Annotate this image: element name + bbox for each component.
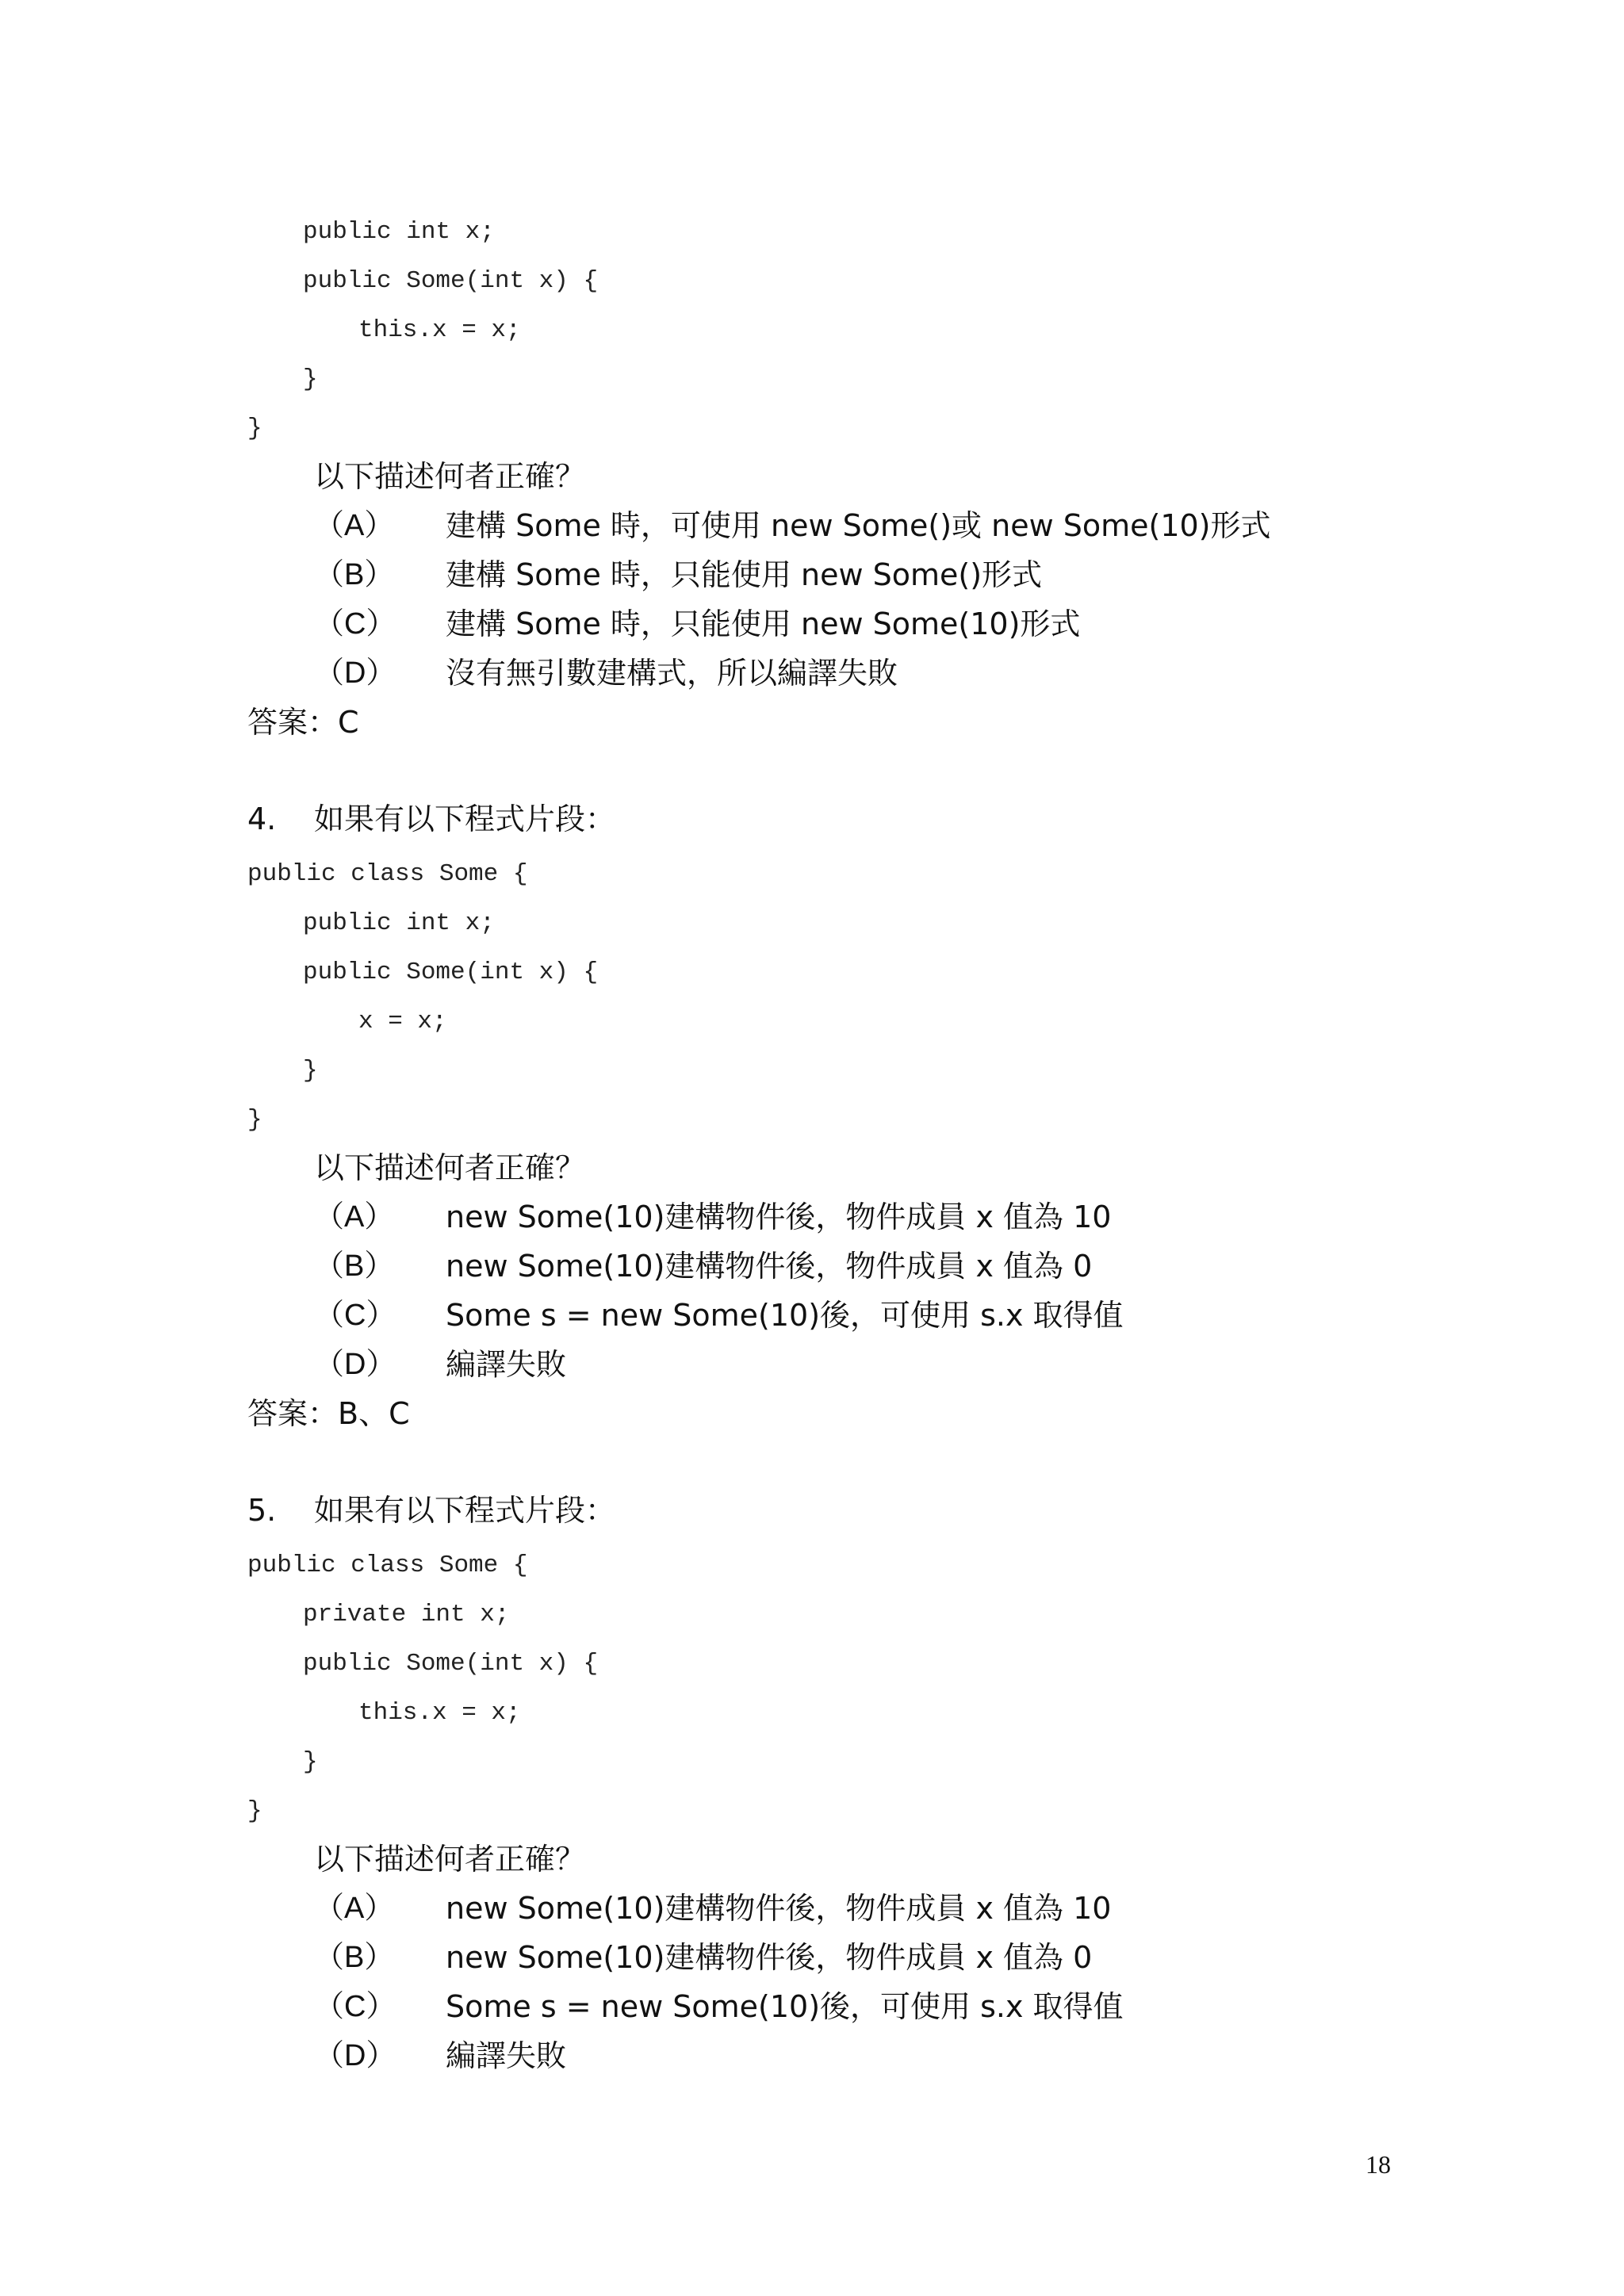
code-line: } [303,1748,318,1776]
code-line: private int x; [303,1601,510,1628]
code-line: public int x; [303,218,495,246]
option-label: （B） [314,558,395,591]
option-text: Some s = new Some(10)後，可使用 s.x 取得值 [446,1989,1124,2024]
question-number: 4. [247,802,277,836]
code-line: } [247,1797,262,1825]
option-label: （C） [314,1990,396,2023]
option-text: 編譯失敗 [446,2038,567,2073]
option-label: （D） [314,656,396,690]
answer: 答案：B、C [247,1396,410,1431]
option-label: （A） [314,1892,395,1925]
code-line: } [303,365,318,393]
option-text: new Some(10)建構物件後，物件成員 x 值為 10 [446,1891,1112,1926]
code-line: } [303,1057,318,1085]
option-label: （C） [314,1299,396,1332]
option-text: 建構 Some 時，可使用 new Some()或 new Some(10)形式 [446,508,1271,543]
question-prompt: 以下描述何者正確？ [314,459,586,494]
answer: 答案：C [247,705,359,740]
code-line: public Some(int x) { [303,1650,599,1678]
option-text: 建構 Some 時，只能使用 new Some(10)形式 [446,607,1081,641]
option-label: （C） [314,607,396,641]
code-line: this.x = x; [358,316,521,344]
question-number: 5. [247,1493,277,1528]
page-number: 18 [1365,2150,1391,2179]
code-line: } [247,415,262,442]
code-line: this.x = x; [358,1699,521,1727]
option-text: new Some(10)建構物件後，物件成員 x 值為 10 [446,1200,1112,1234]
code-line: public class Some { [247,860,528,888]
code-line: public Some(int x) { [303,267,599,295]
option-label: （B） [314,1249,395,1283]
option-label: （A） [314,509,395,542]
option-text: new Some(10)建構物件後，物件成員 x 值為 0 [446,1249,1093,1284]
option-text: 編譯失敗 [446,1347,567,1382]
option-text: 沒有無引數建構式，所以編譯失敗 [446,656,898,691]
code-line: public class Some { [247,1552,528,1579]
code-line: public Some(int x) { [303,959,599,986]
option-label: （A） [314,1200,395,1234]
code-line: x = x; [358,1008,447,1035]
question-heading: 如果有以下程式片段： [314,1493,616,1528]
option-text: 建構 Some 時，只能使用 new Some()形式 [446,557,1043,592]
question-prompt: 以下描述何者正確？ [314,1150,586,1185]
option-text: new Some(10)建構物件後，物件成員 x 值為 0 [446,1940,1093,1975]
option-text: Some s = new Some(10)後，可使用 s.x 取得值 [446,1298,1124,1333]
option-label: （D） [314,2039,396,2072]
option-label: （D） [314,1348,396,1381]
question-prompt: 以下描述何者正確？ [314,1842,586,1877]
code-line: public int x; [303,909,495,937]
code-line: } [247,1106,262,1134]
option-label: （B） [314,1941,395,1974]
question-heading: 如果有以下程式片段： [314,802,616,836]
